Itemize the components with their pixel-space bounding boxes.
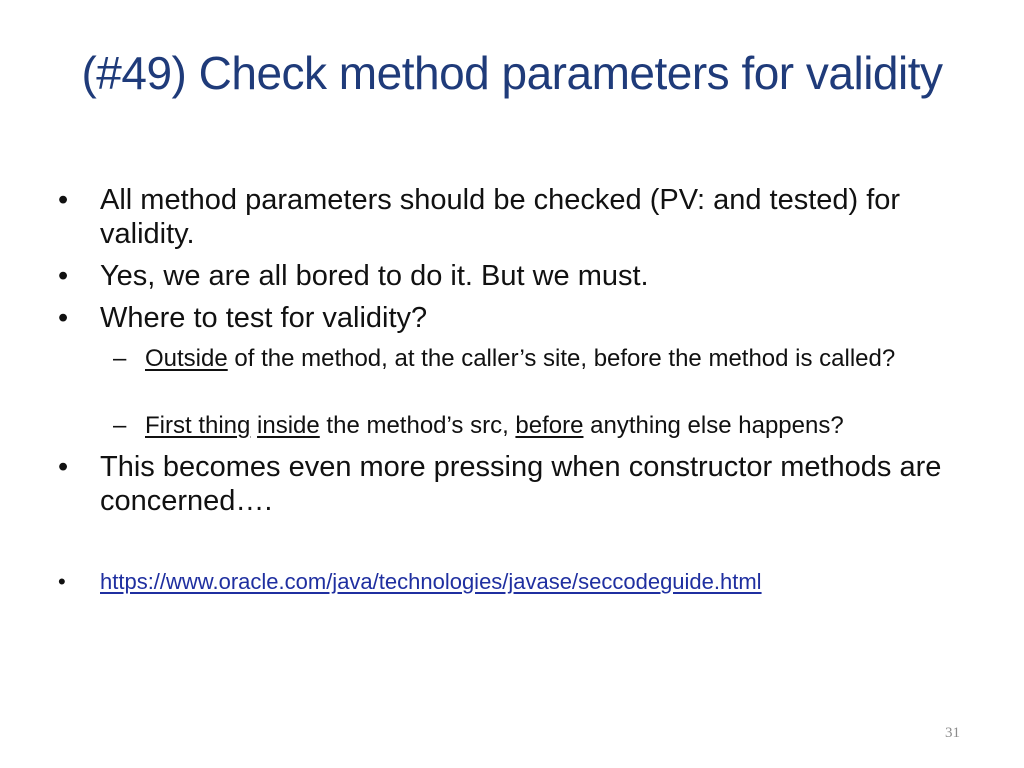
bullet-item bbox=[58, 183, 998, 251]
underlined-text: inside bbox=[257, 412, 320, 439]
underlined-text: Outside bbox=[145, 345, 228, 372]
sub-bullet-rest: of the method, at the caller’s site, before the method is called? bbox=[227, 345, 896, 372]
reference-link[interactable]: https://www.oracle.com/java/technologies/javase/seccodeguide.html bbox=[100, 569, 762, 594]
bullet-item bbox=[58, 259, 998, 293]
page-number: 31 bbox=[945, 725, 960, 741]
bullet-marker: • bbox=[58, 451, 69, 483]
text-span: the method’s src, bbox=[319, 412, 516, 439]
bullet-marker: • bbox=[58, 569, 66, 594]
bullet-text: Where to test for validity? bbox=[100, 302, 428, 334]
bullet-text: All method parameters should be checked (PV: and tested) for validity. bbox=[100, 184, 901, 250]
underlined-text: before bbox=[515, 412, 584, 439]
dash-marker: – bbox=[113, 345, 127, 372]
bullet-text: This becomes even more pressing when constructor methods are concerned…. bbox=[100, 451, 942, 517]
bullet-item bbox=[58, 301, 998, 335]
slide-title: (#49) Check method parameters for validity bbox=[81, 47, 943, 99]
bullet-item bbox=[58, 565, 998, 599]
sub-bullet-item bbox=[113, 411, 993, 440]
underlined-text: First thing bbox=[145, 412, 251, 439]
bullet-text: Yes, we are all bored to do it. But we must. bbox=[100, 260, 649, 292]
sub-bullet-text bbox=[145, 411, 993, 440]
bullet-text bbox=[100, 565, 998, 599]
bullet-marker: • bbox=[58, 260, 69, 292]
text-span: anything else happens? bbox=[583, 412, 844, 439]
sub-bullet-text bbox=[145, 344, 993, 373]
sub-bullet-item bbox=[113, 344, 993, 373]
bullet-marker: • bbox=[58, 302, 69, 334]
bullet-item bbox=[58, 450, 998, 518]
bullet-marker: • bbox=[58, 184, 69, 216]
dash-marker: – bbox=[113, 412, 127, 439]
